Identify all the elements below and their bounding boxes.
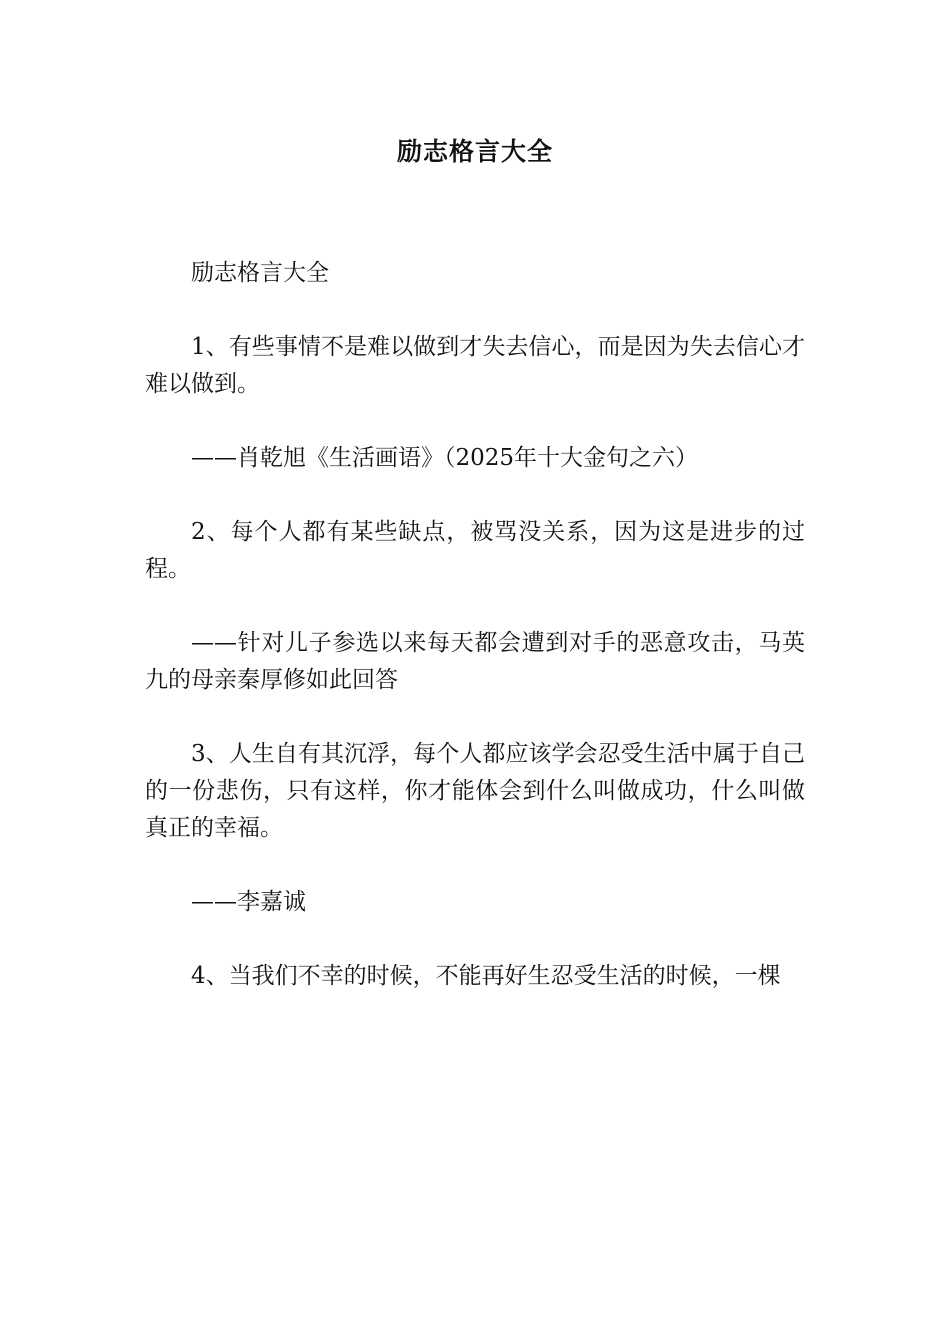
document-body	[145, 255, 805, 1032]
document-title: 励志格言大全	[396, 137, 553, 166]
attribution-paragraph-2: ——针对儿子参选以来每天都会遭到对手的恶意攻击，马英九的母亲秦厚修如此回答	[145, 630, 805, 693]
subtitle-paragraph: 励志格言大全	[191, 260, 329, 286]
attribution-paragraph-3: ——李嘉诚	[191, 889, 306, 915]
quote-paragraph-3: 3、人生自有其沉浮，每个人都应该学会忍受生活中属于自己的一份悲伤，只有这样，你才能体会到什么叫做成功，什么叫做真正的幸福。	[145, 741, 805, 841]
quote-paragraph-2: 2、每个人都有某些缺点，被骂没关系，因为这是进步的过程。	[145, 519, 805, 582]
quote-paragraph-1: 1、有些事情不是难以做到才失去信心，而是因为失去信心才难以做到。	[145, 334, 805, 397]
attribution-paragraph-1: ——肖乾旭《生活画语》（2025年十大金句之六）	[191, 445, 699, 471]
quote-paragraph-4: 4、当我们不幸的时候，不能再好生忍受生活的时候，一棵	[191, 963, 781, 989]
